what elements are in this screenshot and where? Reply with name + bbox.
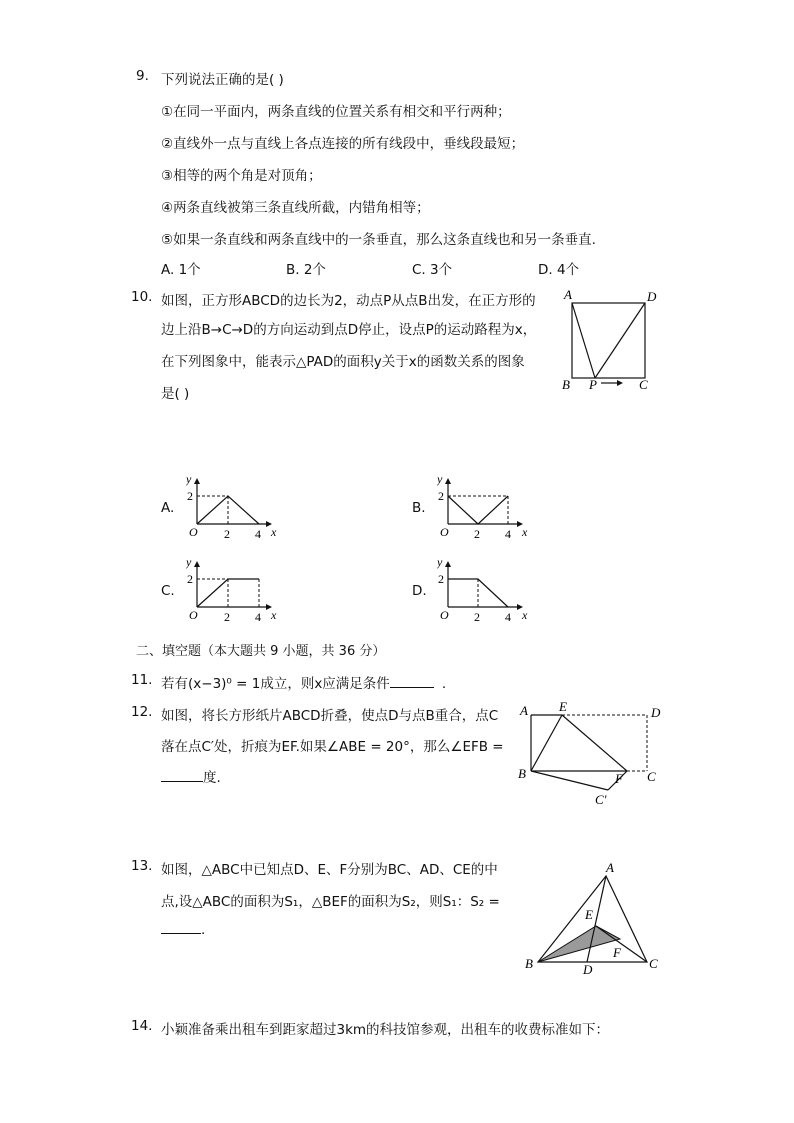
q13-answer-blank[interactable] [161, 921, 201, 934]
q12-line-3 [161, 766, 221, 786]
q9-option-a: A. 1个 [161, 262, 201, 278]
q11-text-before: 若有(x−3)⁰ = 1成立，则x应满足条件 [161, 676, 390, 692]
q9-statement-4: ④两条直线被第三条直线所截，内错角相等； [161, 200, 430, 216]
q9-statement-1: ①在同一平面内，两条直线的位置关系有相交和平行两种； [161, 104, 511, 120]
q14-number: 14. [131, 1018, 153, 1034]
q10-label-c: C [639, 377, 648, 392]
x-tick-label: 2 [224, 610, 230, 624]
y-tick-label: 2 [187, 489, 193, 503]
q10-label-p: P [589, 377, 597, 392]
q12-text-after: 度. [203, 770, 221, 786]
x-tick-label: 4 [255, 610, 261, 624]
graph-option-d-label: D. [412, 583, 427, 599]
y-axis-label: y [437, 472, 443, 486]
q12-label-c: C [647, 769, 656, 784]
q13-label-d: D [583, 962, 593, 977]
q9-number: 9. [136, 68, 149, 84]
q11-answer-blank[interactable] [390, 675, 434, 688]
q10-number: 10. [131, 289, 153, 305]
q9-option-b: B. 2个 [286, 262, 326, 278]
q9-statement-3: ③相等的两个角是对顶角； [161, 168, 322, 184]
x-tick-label: 4 [505, 610, 511, 624]
x-tick-label: 4 [255, 527, 261, 541]
q12-line-1: 如图，将长方形纸片ABCD折叠，使点D与点B重合，点C [161, 708, 499, 724]
graph-option-a-label: A. [161, 500, 175, 516]
q13-label-a: A [606, 860, 614, 875]
y-axis-label: y [437, 555, 443, 569]
x-tick-label: 2 [474, 610, 480, 624]
q12-label-a: A [520, 703, 528, 718]
q9-option-d: D. 4个 [538, 262, 580, 278]
x-axis-label: x [271, 608, 277, 622]
graph-option-c [186, 553, 286, 625]
graph-option-b-label: B. [412, 500, 426, 516]
q13-line-3 [161, 921, 205, 938]
q12-fold-figure [514, 698, 674, 810]
x-tick-label: 4 [505, 527, 511, 541]
q9-stem: 下列说法正确的是( ) [161, 72, 284, 88]
q10-line-1: 如图，正方形ABCD的边长为2，动点P从点B出发，在正方形的 [161, 293, 536, 309]
graph-option-b [437, 470, 537, 542]
q10-label-a: A [564, 287, 572, 302]
q10-label-d: D [647, 289, 657, 304]
q12-label-e: E [559, 699, 567, 714]
section-title: 二、填空题（本大题共 9 小题，共 36 分） [136, 644, 386, 659]
q13-label-e: E [585, 907, 593, 922]
y-tick-label: 2 [187, 572, 193, 586]
origin-label: O [440, 525, 449, 539]
q11-number: 11. [131, 672, 153, 688]
y-tick-label: 2 [438, 489, 444, 503]
origin-label: O [189, 608, 198, 622]
q9-option-c: C. 3个 [412, 262, 453, 278]
y-axis-label: y [186, 472, 192, 486]
x-tick-label: 2 [474, 527, 480, 541]
q13-number: 13. [131, 858, 153, 874]
q13-label-b: B [525, 956, 533, 971]
q11-text [161, 672, 446, 692]
x-axis-label: x [271, 525, 277, 539]
q12-label-cp: C′ [595, 792, 607, 807]
q10-square-figure [555, 285, 675, 395]
q10-line-2: 边上沿B→C→D的方向运动到点D停止，设点P的运动路程为x， [161, 322, 537, 338]
graph-option-c-label: C. [161, 583, 175, 599]
q9-statement-2: ②直线外一点与直线上各点连接的所有线段中，垂线段最短； [161, 136, 525, 152]
q13-line-2: 点,设△ABC的面积为S₁，△BEF的面积为S₂，则S₁：S₂ = [161, 894, 500, 910]
q12-number: 12. [131, 704, 153, 720]
q13-label-f: F [613, 945, 621, 960]
origin-label: O [440, 608, 449, 622]
y-axis-label: y [186, 555, 192, 569]
q12-answer-blank[interactable] [161, 769, 203, 782]
y-tick-label: 2 [438, 572, 444, 586]
graph-option-a [186, 470, 286, 542]
q10-line-3: 在下列图象中，能表示△PAD的面积y关于x的函数关系的图象 [161, 354, 525, 370]
q10-label-b: B [562, 377, 570, 392]
q13-label-c: C [649, 956, 658, 971]
q10-line-4: 是( ) [161, 386, 190, 402]
q13-text-after: . [201, 922, 206, 938]
x-axis-label: x [522, 608, 528, 622]
q12-label-d: D [651, 705, 661, 720]
origin-label: O [189, 525, 198, 539]
q12-label-f: F [615, 771, 623, 786]
q9-statement-5: ⑤如果一条直线和两条直线中的一条垂直，那么这条直线也和另一条垂直. [161, 232, 596, 248]
q13-triangle-figure [518, 855, 668, 980]
q14-text: 小颖准备乘出租车到距家超过3km的科技馆参观，出租车的收费标准如下： [161, 1022, 610, 1038]
q12-label-b: B [518, 766, 526, 781]
q11-text-after: . [441, 676, 447, 692]
q13-line-1: 如图，△ABC中已知点D、E、F分别为BC、AD、CE的中 [161, 862, 498, 878]
graph-option-d [437, 553, 537, 625]
x-tick-label: 2 [224, 527, 230, 541]
x-axis-label: x [522, 525, 528, 539]
q12-line-2: 落在点C′处，折痕为EF.如果∠ABE = 20°，那么∠EFB = [161, 739, 504, 755]
